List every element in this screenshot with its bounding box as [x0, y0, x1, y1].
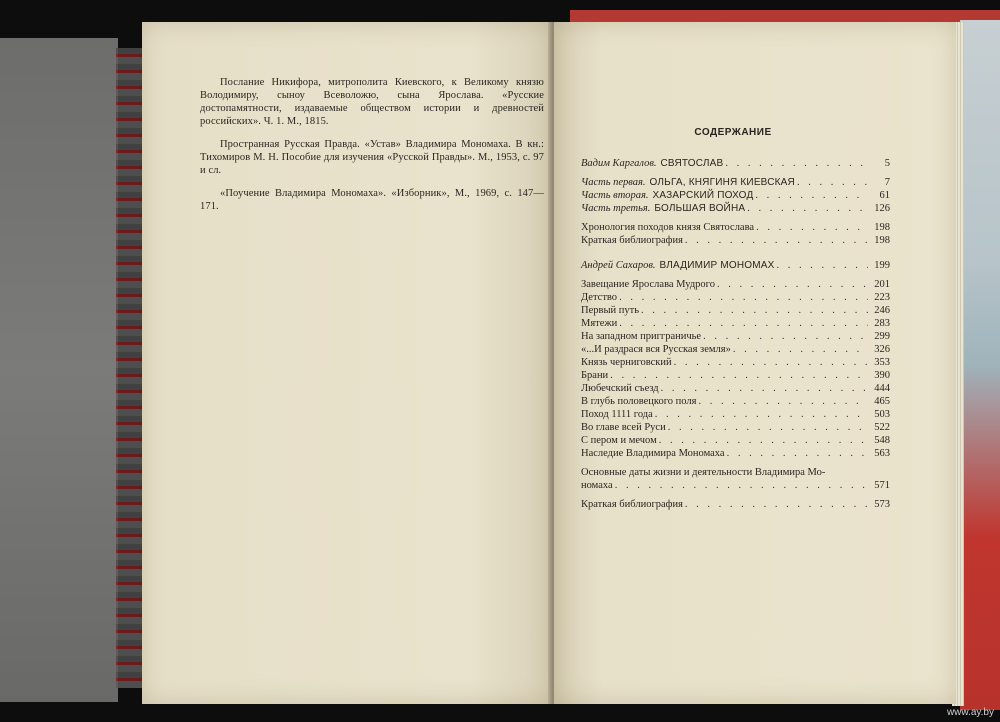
- toc-entry: [581, 369, 890, 382]
- toc-page-number: 5: [884, 158, 890, 169]
- toc-leader-dots: [797, 176, 868, 189]
- toc-leader-dots: [668, 421, 868, 434]
- toc-leader-dots: [619, 317, 868, 330]
- toc-author: Андрей Сахаров.: [581, 260, 656, 271]
- toc-leader-dots: [727, 447, 868, 460]
- toc-entry-title: БОЛЬШАЯ ВОЙНА: [654, 203, 746, 214]
- toc-entry-title: Князь черниговский: [581, 357, 672, 368]
- toc-leader-dots: [641, 304, 868, 317]
- toc-title: СОДЕРЖАНИЕ: [694, 127, 772, 138]
- toc-entry-title: Мятежи: [581, 318, 618, 329]
- toc-entry-title: Брани: [581, 370, 609, 381]
- background-left: [0, 38, 118, 702]
- toc-leader-dots: [661, 382, 868, 395]
- toc-author: Вадим Каргалов.: [581, 158, 657, 169]
- toc-page-number: 548: [874, 435, 890, 446]
- toc-entry-title: ОЛЬГА, КНЯГИНЯ КИЕВСКАЯ: [649, 177, 795, 188]
- toc-page-number: 299: [874, 331, 890, 342]
- toc-entry: [581, 202, 890, 215]
- toc-page-number: 444: [874, 383, 890, 394]
- toc-part-heading: [581, 259, 890, 272]
- table-of-contents: [581, 157, 890, 511]
- toc-page-number: 61: [879, 190, 890, 201]
- toc-part-heading: [581, 157, 890, 170]
- toc-entry-label: Часть первая.: [581, 177, 646, 188]
- toc-leader-dots: [698, 395, 868, 408]
- book-cover-right: [960, 20, 1000, 710]
- toc-entry: [581, 382, 890, 395]
- toc-entry: [581, 447, 890, 460]
- toc-part-title: ВЛАДИМИР МОНОМАХ: [659, 260, 775, 271]
- toc-leader-dots: [747, 202, 868, 215]
- toc-entry: [581, 343, 890, 356]
- toc-leader-dots: [610, 369, 868, 382]
- toc-leader-dots: [717, 278, 868, 291]
- references-list: [200, 76, 544, 223]
- toc-leader-dots: [756, 221, 868, 234]
- toc-entry: [581, 395, 890, 408]
- toc-entry-title: Поход 1111 года: [581, 409, 653, 420]
- toc-entry-title: С пером и мечом: [581, 435, 657, 446]
- toc-entry-title: Завещание Ярослава Мудрого: [581, 279, 715, 290]
- toc-leader-dots: [703, 330, 868, 343]
- toc-leader-dots: [685, 234, 868, 247]
- toc-page-number: 563: [874, 448, 890, 459]
- toc-entry-title: Любечский съезд: [581, 383, 659, 394]
- watermark: www.ay.by: [946, 707, 994, 718]
- toc-leader-dots: [755, 189, 868, 202]
- toc-page-number: 326: [874, 344, 890, 355]
- toc-entry: [581, 330, 890, 343]
- toc-entry: [581, 304, 890, 317]
- toc-page-number: 126: [874, 203, 890, 214]
- toc-entry: [581, 221, 890, 234]
- toc-entry-title: Хронология походов князя Святослава: [581, 222, 755, 233]
- toc-page-number: 283: [874, 318, 890, 329]
- reference-item: Послание Никифора, митрополита Киевского, к Великому князю Володимиру, сыноу Всеволожю, сына Ярослава. «Русские достопамятности, издаваемые обществом истории и древностей российских». Ч. 1. М., 1815.: [200, 77, 544, 127]
- toc-entry-title: В глубь половецкого поля: [581, 396, 697, 407]
- toc-entry-title: ХАЗАРСКИЙ ПОХОД: [652, 190, 754, 201]
- toc-entry-label: Часть третья.: [581, 203, 651, 214]
- toc-entry-title: Детство: [581, 292, 618, 303]
- toc-entry: [581, 479, 890, 492]
- toc-page-number: 390: [874, 370, 890, 381]
- toc-entry-title: Первый путь: [581, 305, 639, 316]
- toc-page-number: 246: [874, 305, 890, 316]
- toc-page-number: 223: [874, 292, 890, 303]
- toc-page-number: 199: [874, 260, 890, 271]
- toc-entry-title: На западном пригграничье: [581, 331, 702, 342]
- toc-entry: [581, 356, 890, 369]
- toc-entry-title: Основные даты жизни и деятельности Владимира Мо-: [581, 467, 826, 478]
- reference-item: «Поучение Владимира Мономаха». «Изборник», М., 1969, с. 147—171.: [200, 188, 544, 212]
- toc-leader-dots: [659, 434, 868, 447]
- toc-entry-title: Наследие Владимира Мономаха: [581, 448, 725, 459]
- toc-page-number: 201: [874, 279, 890, 290]
- toc-page-number: 353: [874, 357, 890, 368]
- reference-item: Пространная Русская Правда. «Устав» Владимира Мономаха. В кн.: Тихомиров М. Н. Пособие для изучения «Русской Правды». М., 1953, с. 97 и сл.: [200, 139, 544, 176]
- toc-entry-title: Краткая библиография: [581, 235, 683, 246]
- toc-leader-dots: [619, 291, 868, 304]
- toc-entry: [581, 434, 890, 447]
- toc-page-number: 198: [874, 222, 890, 233]
- toc-entry: [581, 498, 890, 511]
- toc-entry: [581, 408, 890, 421]
- toc-page-number: 198: [874, 235, 890, 246]
- toc-entry-title: Краткая библиография: [581, 499, 683, 510]
- toc-leader-dots: [777, 259, 868, 272]
- toc-entry: [581, 317, 890, 330]
- toc-entry: [581, 278, 890, 291]
- toc-entry-title: номаха: [581, 480, 613, 491]
- toc-page-number: 503: [874, 409, 890, 420]
- toc-page-number: 465: [874, 396, 890, 407]
- toc-entry: [581, 234, 890, 247]
- toc-page-number: 522: [874, 422, 890, 433]
- toc-page-number: 571: [874, 480, 890, 491]
- toc-leader-dots: [725, 157, 868, 170]
- toc-leader-dots: [733, 343, 868, 356]
- toc-entry-title: «...И раздрася вся Русская земля»: [581, 344, 731, 355]
- toc-leader-dots: [674, 356, 868, 369]
- book-cover-edge-left: [116, 48, 144, 688]
- toc-page-number: 573: [874, 499, 890, 510]
- toc-leader-dots: [655, 408, 868, 421]
- toc-leader-dots: [685, 498, 868, 511]
- toc-entry-label: Часть вторая.: [581, 190, 649, 201]
- toc-page-number: 7: [884, 177, 890, 188]
- toc-entry: [581, 189, 890, 202]
- toc-entry: [581, 176, 890, 189]
- toc-entry: [581, 291, 890, 304]
- toc-entry-title: Во главе всей Руси: [581, 422, 666, 433]
- toc-part-title: СВЯТОСЛАВ: [660, 158, 724, 169]
- toc-leader-dots: [615, 479, 868, 492]
- toc-entry: [581, 421, 890, 434]
